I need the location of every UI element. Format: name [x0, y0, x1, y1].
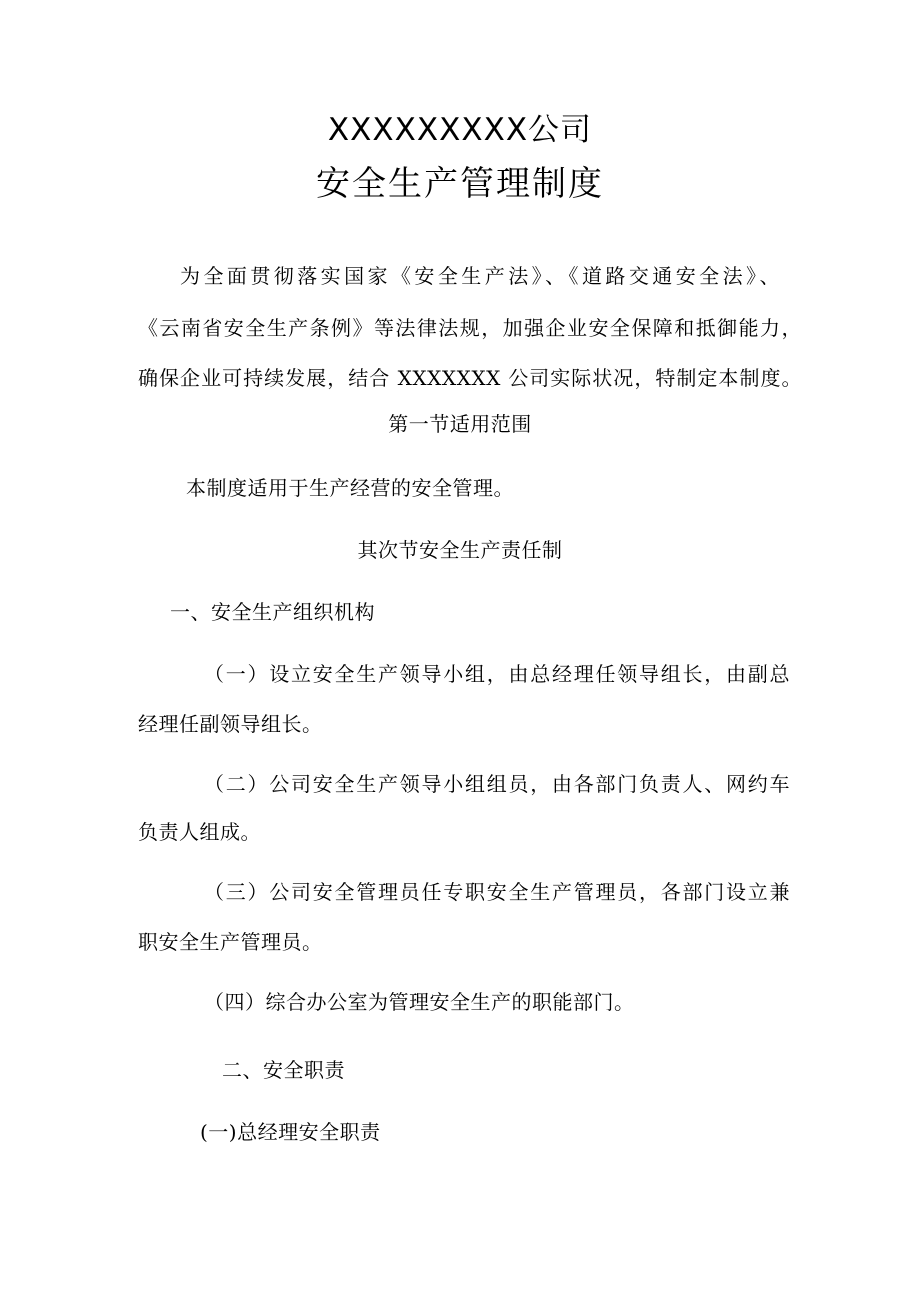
- item2-line-2: 负责人组成。: [138, 820, 261, 844]
- section1-heading: 第一节适用范围: [388, 412, 532, 436]
- item4: （四）综合办公室为管理安全生产的职能部门。: [204, 990, 635, 1014]
- company-title: XXXXXXXXX公司: [327, 112, 593, 148]
- item3-line-1: （三）公司安全管理员任专职安全生产管理员，各部门设立兼: [204, 880, 790, 904]
- section2-heading: 其次节安全生产责任制: [357, 538, 563, 562]
- item1-line-1: （一）设立安全生产领导小组，由总经理任领导组长，由副总: [204, 662, 790, 686]
- section1-body: 本制度适用于生产经营的安全管理。: [186, 476, 514, 500]
- intro-line-2: 《云南省安全生产条例》等法律法规，加强企业安全保障和抵御能力，: [138, 316, 802, 340]
- part2-heading: 二、安全职责: [222, 1058, 345, 1082]
- document-title: 安全生产管理制度: [316, 164, 604, 204]
- sub1-heading: (一)总经理安全职责: [200, 1120, 381, 1144]
- item3-line-2: 职安全生产管理员。: [138, 930, 323, 954]
- item2-line-1: （二）公司安全生产领导小组组员，由各部门负责人、网约车: [204, 772, 790, 796]
- intro-line-1: 为全面贯彻落实国家《安全生产法》、《道路交通安全法》、: [180, 264, 780, 288]
- item1-line-2: 经理任副领导组长。: [138, 712, 323, 736]
- part1-heading: 一、安全生产组织机构: [170, 600, 375, 624]
- intro-line-3: 确保企业可持续发展，结合 XXXXXXX 公司实际状况，特制定本制度。: [138, 366, 802, 390]
